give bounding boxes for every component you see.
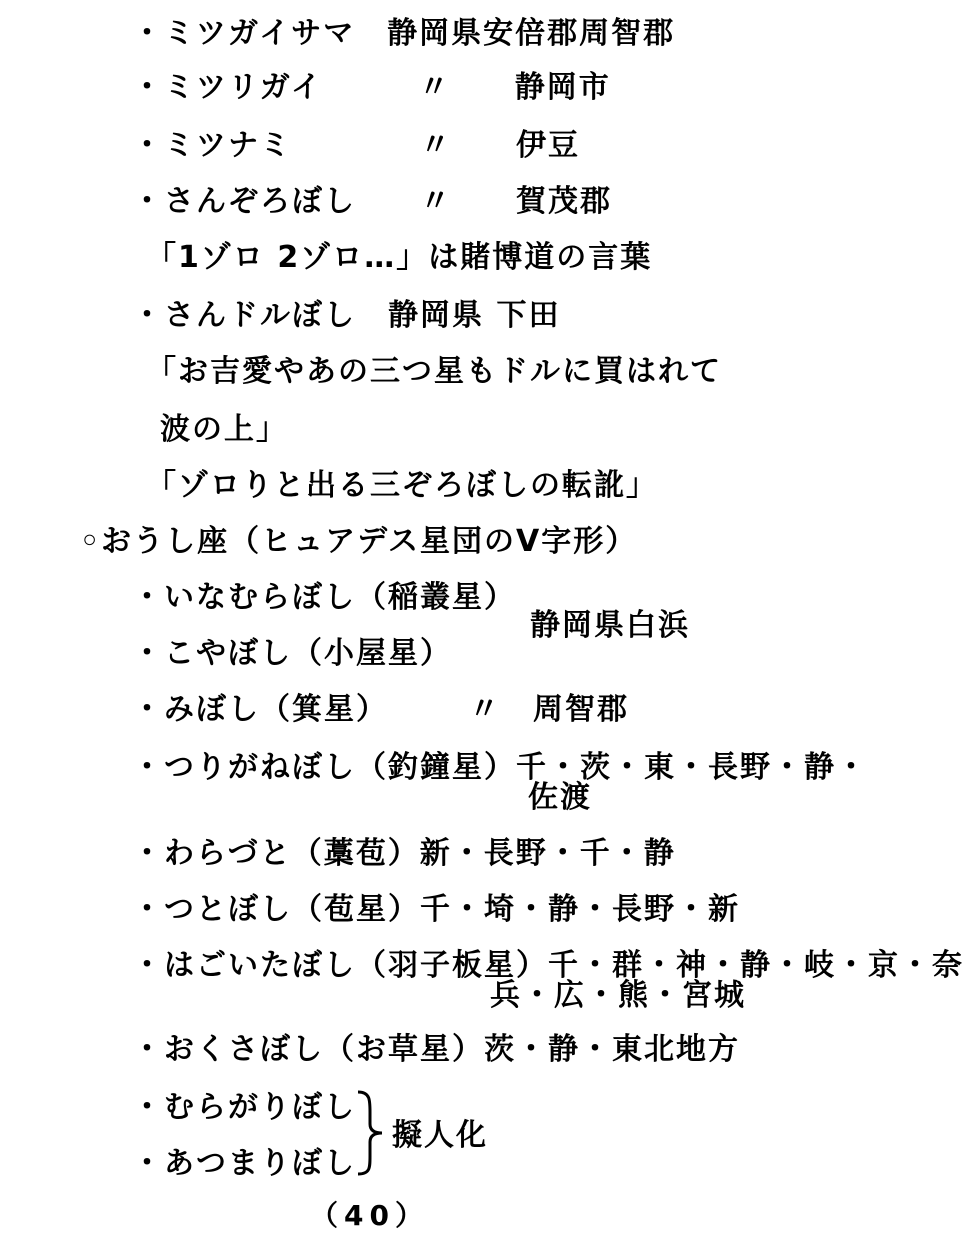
- line-sanzorobosi: ・さんぞろぼし 〃 賀茂郡: [132, 184, 612, 219]
- line-okichi-song: 「お吉愛やあの三つ星もドルに買はれて: [146, 354, 722, 389]
- page-number: （40）: [310, 1199, 429, 1232]
- line-mitsurigai: ・ミツリガイ 〃 静岡市: [132, 70, 611, 105]
- line-personification: 擬人化: [392, 1118, 488, 1153]
- line-hagoitabosi: ・はごいたぼし（羽子板星）千・群・神・静・岐・京・奈: [132, 948, 964, 983]
- line-shirahama: 静岡県白浜: [530, 608, 690, 643]
- line-tsuriganebosi: ・つりがねぼし（釣鐘星）千・茨・東・長野・静・: [132, 750, 868, 785]
- line-tsutobosi: ・つとぼし（苞星）千・埼・静・長野・新: [132, 892, 740, 927]
- line-muragaribosi: ・むらがりぼし: [132, 1090, 356, 1125]
- right-curly-brace: [352, 1088, 388, 1178]
- line-hagoitabosi-cont: 兵・広・熊・宮城: [490, 978, 746, 1013]
- line-mitsunami: ・ミツナミ 〃 伊豆: [132, 128, 580, 163]
- section-heading-taurus: ◦おうし座（ヒュアデス星団のV字形）: [80, 524, 638, 559]
- line-koyabosi: ・こやぼし（小屋星）: [132, 636, 452, 671]
- line-mibosi: ・みぼし（箕星） 〃 周智郡: [132, 692, 629, 727]
- line-mitsugaisama: ・ミツガイサマ 静岡県安倍郡周智郡: [132, 16, 676, 51]
- line-atsumaribosi: ・あつまりぼし: [132, 1146, 356, 1181]
- line-sandorubosi: ・さんドルぼし 静岡県 下田: [132, 298, 561, 333]
- line-okichi-song-cont: 波の上」: [160, 412, 288, 447]
- line-warazuto: ・わらづと（藁苞）新・長野・千・静: [132, 836, 676, 871]
- line-tenka-note: 「ゾロりと出る三ぞろぼしの転訛」: [146, 468, 658, 503]
- line-gambling-note: 「1ゾロ 2ゾロ…」は賭博道の言葉: [146, 240, 653, 275]
- line-inamurabosi: ・いなむらぼし（稲叢星）: [132, 580, 516, 615]
- line-okusabosi: ・おくさぼし（お草星）茨・静・東北地方: [132, 1032, 740, 1067]
- line-tsuriganebosi-cont: 佐渡: [528, 780, 592, 815]
